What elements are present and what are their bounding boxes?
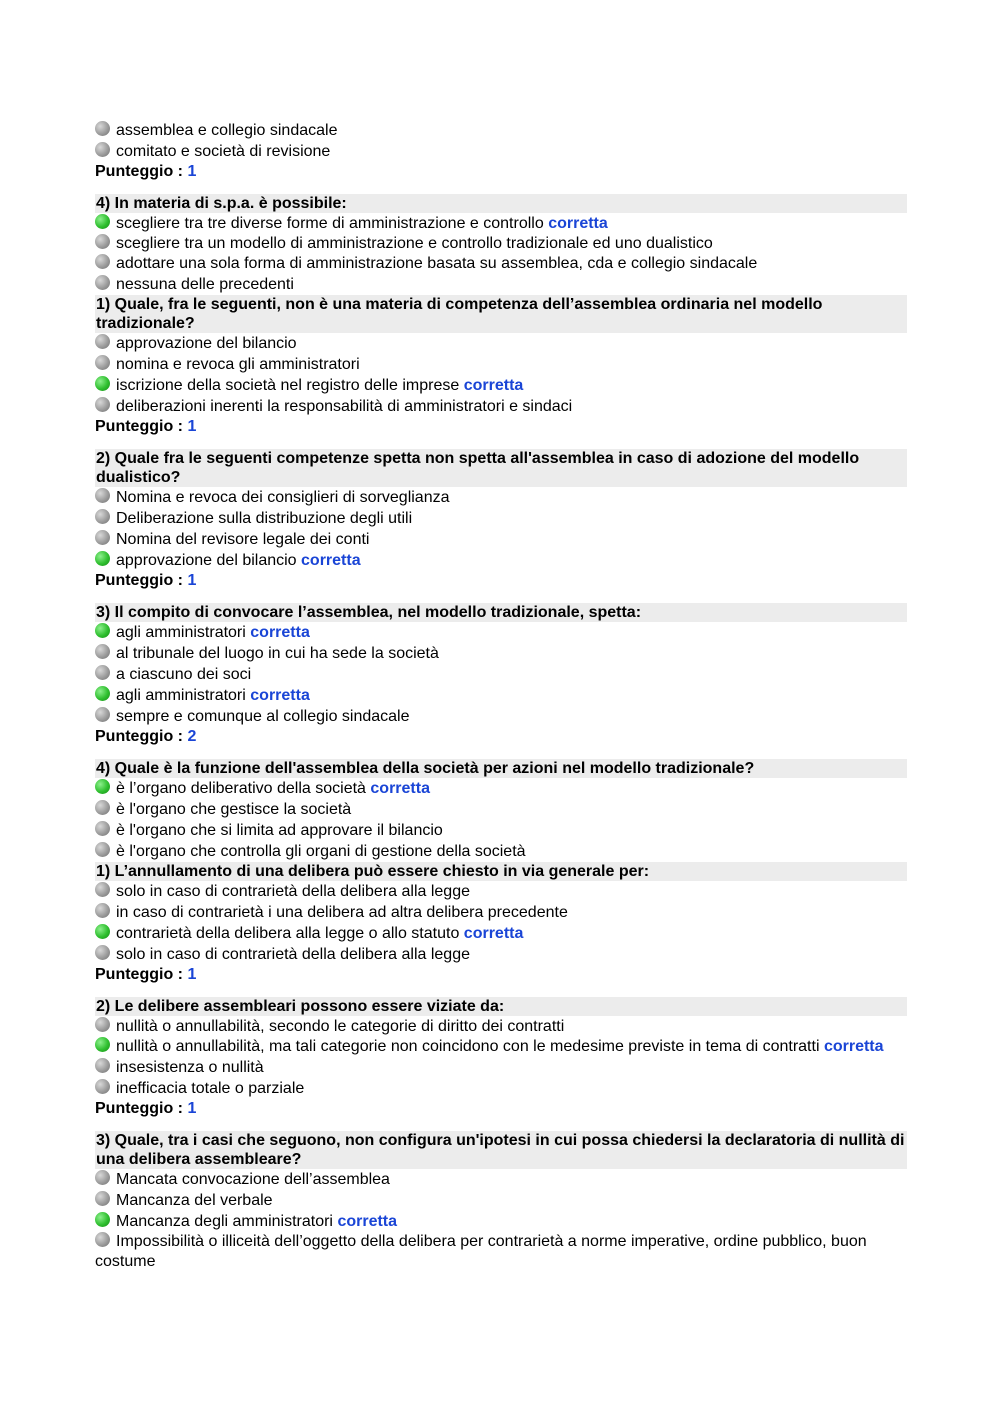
block-gap xyxy=(95,437,907,449)
option-indicator-icon xyxy=(95,882,110,897)
option-indicator-icon xyxy=(95,254,110,269)
option-indicator-icon xyxy=(95,644,110,659)
block-gap xyxy=(95,591,907,603)
answer-text: nomina e revoca gli amministratori xyxy=(116,356,360,373)
block-gap xyxy=(95,747,907,759)
answer-option xyxy=(95,685,907,706)
answer-text: solo in caso di contrarietà della delibera alla legge xyxy=(116,946,470,963)
score-value: 2 xyxy=(187,728,197,745)
option-indicator-icon xyxy=(95,1170,110,1185)
answer-option xyxy=(95,1232,907,1272)
correct-label: corretta xyxy=(301,552,361,569)
answer-option xyxy=(95,1016,907,1037)
answer-option xyxy=(95,274,907,295)
answer-text: è l'organo che controlla gli organi di gestione della società xyxy=(116,843,526,860)
correct-label: corretta xyxy=(250,687,310,704)
answer-option xyxy=(95,820,907,841)
answer-text: approvazione del bilancio xyxy=(116,552,297,569)
correct-label: corretta xyxy=(463,925,524,942)
option-indicator-icon xyxy=(95,1232,110,1247)
answer-option xyxy=(95,944,907,965)
answer-text: Deliberazione sulla distribuzione degli utili xyxy=(116,510,413,527)
answer-option xyxy=(95,902,907,923)
option-indicator-icon xyxy=(95,1191,110,1206)
option-indicator-icon xyxy=(95,800,110,815)
option-indicator-icon xyxy=(95,397,110,412)
option-indicator-icon xyxy=(95,142,110,157)
question-heading: 3) Quale, tra i casi che seguono, non configura un'ipotesi in cui possa chiedersi la declaratoria di nullità di una delibera assembleare? xyxy=(95,1131,907,1169)
answer-option xyxy=(95,643,907,664)
answer-text: è l'organo che gestisce la società xyxy=(116,801,352,818)
answer-text: a ciascuno dei soci xyxy=(116,666,252,683)
answer-option xyxy=(95,550,907,571)
option-indicator-icon xyxy=(95,488,110,503)
answer-option xyxy=(95,354,907,375)
score-line xyxy=(95,571,907,591)
option-indicator-icon xyxy=(95,121,110,136)
score-line xyxy=(95,162,907,182)
quiz-document xyxy=(95,120,907,1272)
answer-text: insesistenza o nullità xyxy=(116,1059,264,1076)
correct-label: corretta xyxy=(548,215,608,232)
correct-label: corretta xyxy=(250,624,310,641)
question-heading: 1) Quale, fra le seguenti, non è una materia di competenza dell’assemblea ordinaria nel modello tradizionale? xyxy=(95,295,907,333)
answer-text: iscrizione della società nel registro delle imprese xyxy=(116,377,460,394)
correct-indicator-icon xyxy=(95,1037,110,1052)
answer-text: Mancata convocazione dell’assemblea xyxy=(116,1171,390,1188)
score-label: Punteggio : xyxy=(95,572,183,589)
score-label: Punteggio : xyxy=(95,728,183,745)
answer-text: solo in caso di contrarietà della delibera alla legge xyxy=(116,883,470,900)
question-heading: 4) Quale è la funzione dell'assemblea della società per azioni nel modello tradizionale? xyxy=(95,759,907,778)
answer-option xyxy=(95,706,907,727)
score-label: Punteggio : xyxy=(95,163,183,180)
block-gap xyxy=(95,1119,907,1131)
answer-text: deliberazioni inerenti la responsabilità di amministratori e sindaci xyxy=(116,398,573,415)
option-indicator-icon xyxy=(95,1058,110,1073)
answer-text: Mancanza degli amministratori xyxy=(116,1213,333,1230)
answer-text: contrarietà della delibera alla legge o allo statuto xyxy=(116,925,460,942)
answer-option xyxy=(95,141,907,162)
answer-option xyxy=(95,508,907,529)
answer-option xyxy=(95,622,907,643)
question-heading: 1) L’annullamento di una delibera può essere chiesto in via generale per: xyxy=(95,862,907,881)
option-indicator-icon xyxy=(95,842,110,857)
option-indicator-icon xyxy=(95,355,110,370)
answer-option xyxy=(95,799,907,820)
answer-text: inefficacia totale o parziale xyxy=(116,1080,305,1097)
correct-indicator-icon xyxy=(95,214,110,229)
answer-option xyxy=(95,213,907,234)
correct-indicator-icon xyxy=(95,551,110,566)
score-label: Punteggio : xyxy=(95,1100,183,1117)
answer-text: adottare una sola forma di amministrazione basata su assemblea, cda e collegio sindacale xyxy=(116,255,758,272)
answer-option xyxy=(95,881,907,902)
answer-option xyxy=(95,841,907,862)
score-value: 1 xyxy=(187,966,197,983)
answer-text: assemblea e collegio sindacale xyxy=(116,122,338,139)
correct-indicator-icon xyxy=(95,623,110,638)
question-heading: 4) In materia di s.p.a. è possibile: xyxy=(95,194,907,213)
answer-text: nessuna delle precedenti xyxy=(116,276,294,293)
score-label: Punteggio : xyxy=(95,966,183,983)
score-value: 1 xyxy=(187,1100,197,1117)
question-heading: 2) Quale fra le seguenti competenze spetta non spetta all'assemblea in caso di adozione del modello dualistico? xyxy=(95,449,907,487)
correct-label: corretta xyxy=(370,780,430,797)
answer-option xyxy=(95,778,907,799)
answer-option xyxy=(95,234,907,254)
correct-label: corretta xyxy=(463,377,524,394)
answer-text: è l'organo che si limita ad approvare il bilancio xyxy=(116,822,443,839)
correct-indicator-icon xyxy=(95,376,110,391)
answer-option xyxy=(95,529,907,550)
answer-text: Nomina e revoca dei consiglieri di sorveglianza xyxy=(116,489,450,506)
correct-indicator-icon xyxy=(95,1212,110,1227)
option-indicator-icon xyxy=(95,821,110,836)
option-indicator-icon xyxy=(95,509,110,524)
option-indicator-icon xyxy=(95,1079,110,1094)
score-line xyxy=(95,727,907,747)
correct-indicator-icon xyxy=(95,924,110,939)
answer-option xyxy=(95,1057,907,1078)
answer-option xyxy=(95,664,907,685)
answer-option xyxy=(95,1078,907,1099)
option-indicator-icon xyxy=(95,275,110,290)
answer-text: Mancanza del verbale xyxy=(116,1192,273,1209)
score-line xyxy=(95,1099,907,1119)
option-indicator-icon xyxy=(95,945,110,960)
option-indicator-icon xyxy=(95,707,110,722)
correct-indicator-icon xyxy=(95,779,110,794)
option-indicator-icon xyxy=(95,234,110,249)
question-heading: 3) Il compito di convocare l’assemblea, nel modello tradizionale, spetta: xyxy=(95,603,907,622)
answer-text: al tribunale del luogo in cui ha sede la società xyxy=(116,645,439,662)
answer-option xyxy=(95,923,907,944)
score-value: 1 xyxy=(187,418,197,435)
score-value: 1 xyxy=(187,572,197,589)
score-value: 1 xyxy=(187,163,197,180)
answer-text: scegliere tra tre diverse forme di amministrazione e controllo xyxy=(116,215,544,232)
answer-text: agli amministratori xyxy=(116,624,246,641)
score-line xyxy=(95,965,907,985)
block-gap xyxy=(95,182,907,194)
option-indicator-icon xyxy=(95,334,110,349)
answer-text: approvazione del bilancio xyxy=(116,335,297,352)
answer-option xyxy=(95,1169,907,1190)
answer-option xyxy=(95,1190,907,1211)
answer-option xyxy=(95,375,907,396)
answer-text: sempre e comunque al collegio sindacale xyxy=(116,708,410,725)
answer-text: comitato e società di revisione xyxy=(116,143,331,160)
option-indicator-icon xyxy=(95,530,110,545)
score-line xyxy=(95,417,907,437)
answer-option xyxy=(95,487,907,508)
answer-option xyxy=(95,396,907,417)
answer-text: agli amministratori xyxy=(116,687,246,704)
answer-text: Impossibilità o illiceità dell’oggetto della delibera per contrarietà a norme imperative, ordine pubblico, buon costume xyxy=(95,1233,867,1270)
question-heading: 2) Le delibere assembleari possono essere viziate da: xyxy=(95,997,907,1016)
answer-option xyxy=(95,254,907,274)
correct-label: corretta xyxy=(337,1213,398,1230)
answer-text: è l’organo deliberativo della società xyxy=(116,780,366,797)
score-label: Punteggio : xyxy=(95,418,183,435)
option-indicator-icon xyxy=(95,903,110,918)
correct-indicator-icon xyxy=(95,686,110,701)
block-gap xyxy=(95,985,907,997)
answer-text: nullità o annullabilità, ma tali categorie non coincidono con le medesime previste in tema di contratti xyxy=(116,1038,820,1055)
answer-text: nullità o annullabilità, secondo le categorie di diritto dei contratti xyxy=(116,1018,565,1035)
answer-option xyxy=(95,1037,907,1057)
correct-label: corretta xyxy=(823,1038,884,1055)
answer-text: Nomina del revisore legale dei conti xyxy=(116,531,370,548)
answer-text: in caso di contrarietà i una delibera ad altra delibera precedente xyxy=(116,904,568,921)
answer-option xyxy=(95,120,907,141)
option-indicator-icon xyxy=(95,1017,110,1032)
option-indicator-icon xyxy=(95,665,110,680)
answer-option xyxy=(95,1211,907,1232)
answer-option xyxy=(95,333,907,354)
answer-text: scegliere tra un modello di amministrazione e controllo tradizionale ed uno dualistico xyxy=(116,235,713,252)
